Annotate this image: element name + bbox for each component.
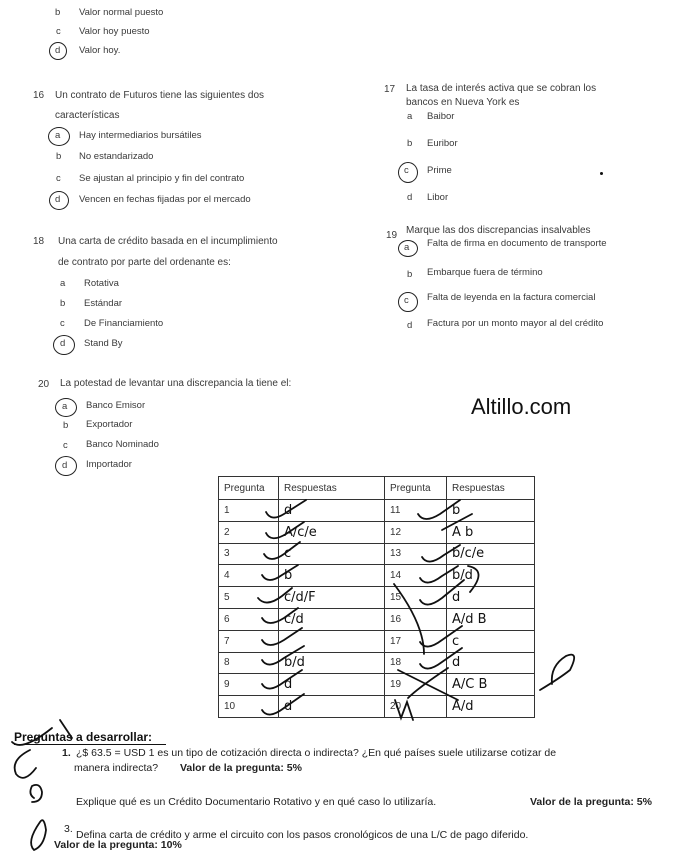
question-number: 1.: [62, 747, 71, 759]
option-letter: a: [407, 111, 413, 122]
question-cell: 10: [219, 696, 279, 718]
question-text: bancos en Nueva York es: [406, 97, 520, 108]
column-header: Respuestas: [279, 477, 385, 500]
question-cell: 13: [385, 543, 447, 565]
option-letter: d: [407, 320, 413, 331]
question-number: 17: [384, 84, 396, 95]
option-text: Valor hoy puesto: [79, 26, 150, 37]
answer-cell: b/c/e: [447, 543, 535, 565]
option-letter: d: [62, 460, 68, 471]
answer-cell: b/d: [447, 565, 535, 587]
question-cell: 18: [385, 652, 447, 674]
question-cell: 14: [385, 565, 447, 587]
watermark-text: Altillo.com: [471, 394, 572, 419]
option-letter: c: [56, 26, 61, 37]
option-letter: b: [407, 269, 413, 280]
option-text: Exportador: [86, 419, 133, 430]
option-letter: c: [404, 295, 409, 306]
question-number: 18: [33, 236, 45, 247]
question-value: Valor de la pregunta: 5%: [530, 796, 652, 808]
option-letter: d: [55, 194, 61, 205]
option-text: Rotativa: [84, 278, 119, 289]
answer-cell: c: [279, 543, 385, 565]
question-text: Defina carta de crédito y arme el circuito con los pasos cronológicos de una L/C de pago diferido.: [76, 829, 529, 841]
option-letter: d: [407, 192, 413, 203]
option-text: Banco Emisor: [86, 400, 146, 411]
question-cell: 11: [385, 500, 447, 522]
question-cell: 8: [219, 652, 279, 674]
option-text: Factura por un monto mayor al del crédito: [427, 318, 604, 329]
option-text: Se ajustan al principio y fin del contrato: [79, 173, 245, 184]
answer-cell: A/d B: [447, 608, 535, 630]
question-text: manera indirecta?: [74, 762, 159, 774]
answer-cell: c/d: [279, 608, 385, 630]
column-header: Respuestas: [447, 477, 535, 500]
question-value: Valor de la pregunta: 5%: [180, 762, 302, 774]
option-text: No estandarizado: [79, 151, 154, 162]
question-cell: 6: [219, 608, 279, 630]
option-letter: b: [407, 138, 413, 149]
question-number: 3.: [64, 823, 73, 835]
option-letter: b: [55, 7, 61, 18]
answer-cell: A/d: [447, 696, 535, 718]
question-cell: 5: [219, 587, 279, 609]
question-text: ¿$ 63.5 = USD 1 es un tipo de cotización directa o indirecta? ¿En qué países suele utilizarse cotizar de: [76, 747, 557, 759]
answer-cell: d: [447, 652, 535, 674]
question-number: 20: [38, 379, 50, 390]
option-text: Hay intermediarios bursátiles: [79, 130, 202, 141]
option-text: Embarque fuera de término: [427, 267, 543, 278]
answer-cell: d: [279, 500, 385, 522]
option-text: Valor hoy.: [79, 45, 121, 56]
question-text: Un contrato de Futuros tiene las siguientes dos: [55, 90, 265, 101]
question-text: La tasa de interés activa que se cobran los: [406, 83, 597, 94]
option-letter: c: [63, 440, 68, 451]
option-letter: a: [55, 130, 61, 141]
question-text: La potestad de levantar una discrepancia la tiene el:: [60, 378, 292, 389]
option-letter: a: [60, 278, 66, 289]
option-text: De Financiamiento: [84, 318, 164, 329]
section-underline: [14, 744, 166, 745]
answer-cell: c/d/F: [279, 587, 385, 609]
question-text: de contrato por parte del ordenante es:: [58, 257, 231, 268]
option-letter: c: [56, 173, 61, 184]
question-text: Una carta de crédito basada en el incumplimiento: [58, 236, 278, 247]
option-text: Falta de firma en documento de transporte: [427, 238, 607, 249]
question-text: Explique qué es un Crédito Documentario Rotativo y en qué caso lo utilizaría.: [76, 796, 437, 808]
option-text: Importador: [86, 459, 132, 470]
option-letter: c: [404, 165, 409, 176]
option-text: Euribor: [427, 138, 458, 149]
question-cell: 4: [219, 565, 279, 587]
option-letter: d: [60, 338, 66, 349]
answer-cell: b: [447, 500, 535, 522]
column-header: Pregunta: [219, 477, 279, 500]
answer-cell: c: [447, 630, 535, 652]
question-cell: 7: [219, 630, 279, 652]
option-text: Libor: [427, 192, 449, 203]
option-letter: a: [62, 401, 68, 412]
question-cell: 19: [385, 674, 447, 696]
answer-cell: A/c/e: [279, 521, 385, 543]
option-text: Baibor: [427, 111, 455, 122]
option-text: Estándar: [84, 298, 123, 309]
question-cell: 12: [385, 521, 447, 543]
question-cell: 17: [385, 630, 447, 652]
question-cell: 20: [385, 696, 447, 718]
question-text: características: [55, 110, 120, 121]
question-cell: 16: [385, 608, 447, 630]
question-cell: 2: [219, 521, 279, 543]
option-letter: b: [63, 420, 69, 431]
option-letter: c: [60, 318, 65, 329]
question-cell: 3: [219, 543, 279, 565]
answer-cell: d: [279, 696, 385, 718]
question-text: Marque las dos discrepancias insalvables: [406, 225, 591, 236]
question-cell: 9: [219, 674, 279, 696]
option-letter: b: [56, 151, 62, 162]
answer-cell: d: [447, 587, 535, 609]
answer-cell: A/C B: [447, 674, 535, 696]
option-text: Vencen en fechas fijadas por el mercado: [79, 194, 251, 205]
option-text: Stand By: [84, 338, 123, 349]
answer-cell: b/d: [279, 652, 385, 674]
option-text: Valor normal puesto: [79, 7, 164, 18]
question-cell: 15: [385, 587, 447, 609]
question-value: Valor de la pregunta: 10%: [54, 839, 182, 851]
option-text: Falta de leyenda en la factura comercial: [427, 292, 596, 303]
option-letter: b: [60, 298, 66, 309]
answer-cell: d: [279, 674, 385, 696]
option-text: Banco Nominado: [86, 439, 159, 450]
question-cell: 1: [219, 500, 279, 522]
question-number: 19: [386, 230, 398, 241]
option-letter: a: [404, 242, 410, 253]
answer-cell: b: [279, 565, 385, 587]
question-number: 16: [33, 90, 45, 101]
section-title: Preguntas a desarrollar:: [14, 730, 153, 744]
answer-cell: A b: [447, 521, 535, 543]
column-header: Pregunta: [385, 477, 447, 500]
option-letter: d: [55, 45, 61, 56]
option-text: Prime: [427, 165, 452, 176]
